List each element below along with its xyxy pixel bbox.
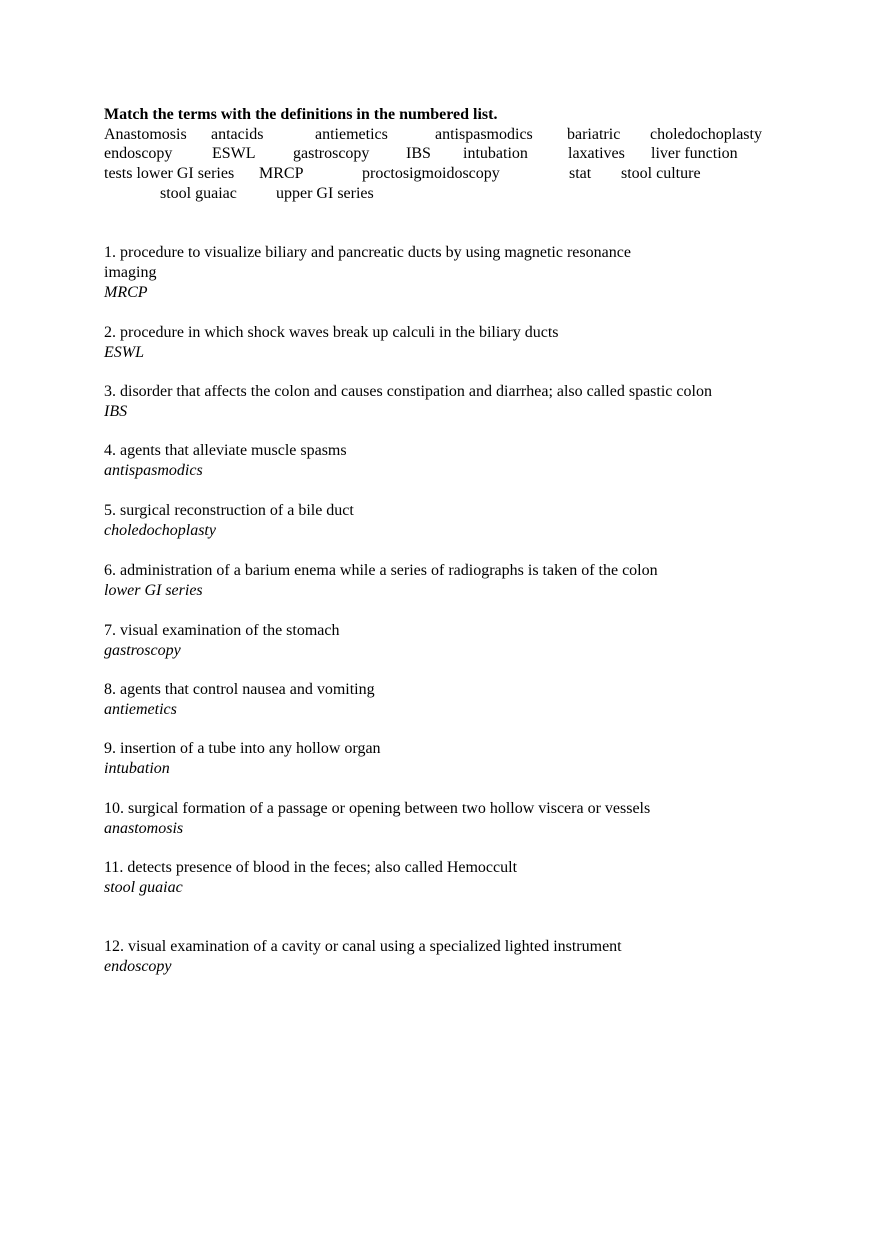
list-item [104,937,804,977]
list-item [104,739,804,779]
list-item [104,799,804,839]
exercise-title: Match the terms with the definitions in the numbered list. [104,106,498,123]
term: ESWL [212,145,256,162]
term: tests lower GI series [104,165,235,182]
term: Anastomosis [104,126,187,143]
definition-text: 4. agents that alleviate muscle spasms [104,442,347,459]
term: choledochoplasty [650,126,762,143]
answer-text: choledochoplasty [104,522,216,539]
term: MRCP [259,165,304,182]
term: upper GI series [276,185,374,202]
term: intubation [463,145,528,162]
definition-text: 8. agents that control nausea and vomiting [104,681,375,698]
term: liver function [651,145,738,162]
answer-text: gastroscopy [104,642,181,659]
term: stat [569,165,592,182]
term: antiemetics [315,126,388,143]
list-item [104,501,804,541]
answer-text: antispasmodics [104,462,203,479]
answer-text: MRCP [104,284,148,301]
list-item [104,621,804,661]
term: antacids [211,126,264,143]
definition-text: 9. insertion of a tube into any hollow organ [104,740,381,757]
term: endoscopy [104,145,173,162]
term: IBS [406,145,431,162]
definition-text: 10. surgical formation of a passage or opening between two hollow viscera or vessels [104,800,651,817]
answer-text: endoscopy [104,958,172,975]
definition-text: 11. detects presence of blood in the feces; also called Hemoccult [104,859,518,876]
definition-text: 7. visual examination of the stomach [104,622,340,639]
list-item [104,382,824,422]
definition-text: 12. visual examination of a cavity or canal using a specialized lighted instrument [104,938,622,955]
term: antispasmodics [435,126,533,143]
definition-text: 1. procedure to visualize biliary and pancreatic ducts by using magnetic resonance imaging [104,244,631,281]
answer-text: stool guaiac [104,879,183,896]
word-bank-line-3 [0,164,880,184]
term: stool guaiac [160,185,237,202]
list-item [104,441,804,481]
answer-text: anastomosis [104,820,184,837]
term: gastroscopy [293,145,370,162]
answer-text: IBS [104,403,128,420]
word-bank-line-4 [0,184,880,204]
term: proctosigmoidoscopy [362,165,500,182]
word-bank-line-2 [0,144,880,164]
definition-text: 2. procedure in which shock waves break up calculi in the biliary ducts [104,324,559,341]
term: stool culture [621,165,701,182]
list-item [104,243,684,303]
word-bank-line-1 [0,125,880,145]
answer-text: lower GI series [104,582,203,599]
definition-text: 3. disorder that affects the colon and causes constipation and diarrhea; also called spastic colon [104,383,712,400]
definition-text: 5. surgical reconstruction of a bile duct [104,502,354,519]
list-item [104,323,804,363]
list-item [104,561,804,601]
definition-text: 6. administration of a barium enema while a series of radiographs is taken of the colon [104,562,658,579]
answer-text: antiemetics [104,701,177,718]
list-item [104,680,804,720]
list-item [104,858,804,898]
answer-text: ESWL [104,344,144,361]
answer-text: intubation [104,760,170,777]
term: laxatives [568,145,625,162]
term: bariatric [567,126,621,143]
